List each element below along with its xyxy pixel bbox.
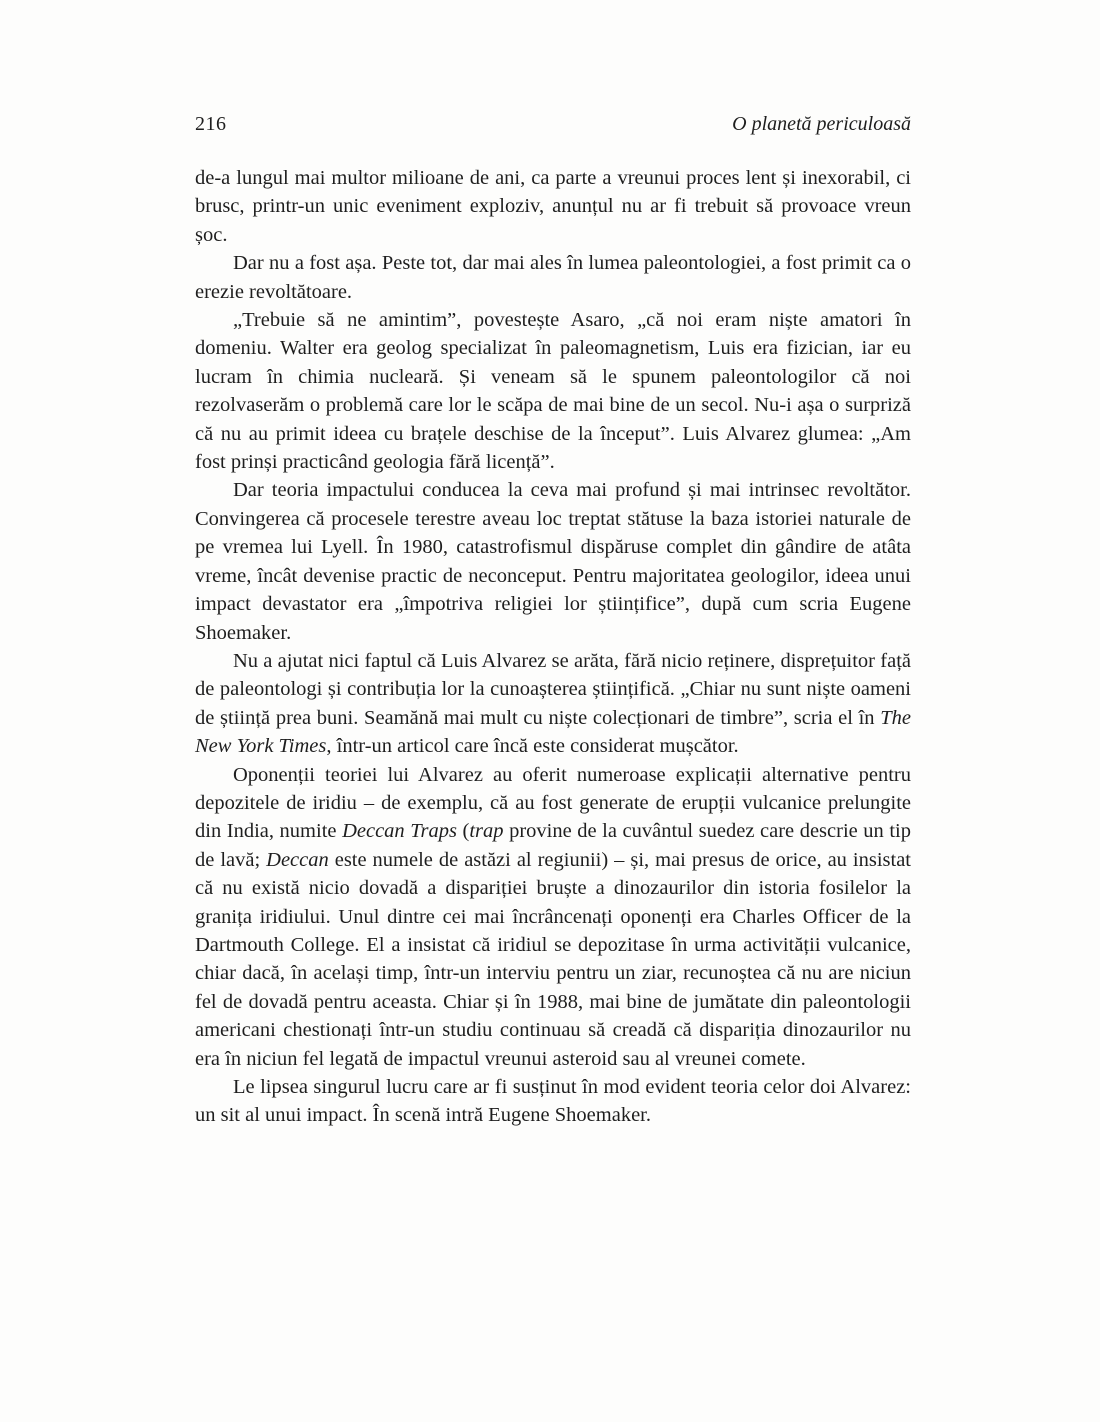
- italic-text-run: Deccan Traps: [342, 820, 457, 843]
- italic-text-run: The New York Times: [195, 706, 911, 758]
- page-number: 216: [195, 113, 227, 135]
- paragraph: [195, 476, 911, 646]
- text-run: , într-un articol care încă este considerat mușcător.: [326, 735, 739, 758]
- text-run: Dar teoria impactului conducea la ceva mai profund și mai intrinsec revoltător. Convingerea că procesele terestre aveau loc treptat stătuse la baza istoriei naturale de pe vremea lui Lyell. În 1980, catastrofismul dispăruse complet din gândire de atâta vreme, încât devenise practic de neconceput. Pentru majoritatea geologilor, ideea unui impact devastator era „împotriva religiei lor științifice”, după cum scria Eugene Shoemaker.: [195, 479, 911, 644]
- italic-text-run: trap: [469, 820, 504, 843]
- text-run: este numele de astăzi al regiunii) – și, mai presus de orice, au insistat că nu există nicio dovadă a dispariției bruște a dinozaurilor din istoria fosilelor la granița iridiului. Unul dintre cei mai încrâncenați oponenți era Charles Officer de la Dartmouth College. El a insistat că iridiul se depozitase în urma activității vulcanice, chiar dacă, în același timp, într-un interviu pentru un ziar, recunoștea că nu are niciun fel de dovadă pentru aceasta. Chiar și în 1988, mai bine de jumătate din paleontologii americani chestionați într-un studiu continuau să creadă că dispariția dinozaurilor nu era în niciun fel legată de impactul vreunui asteroid sau al vreunei comete.: [195, 848, 911, 1070]
- paragraph: [195, 761, 911, 1073]
- page-body: [195, 164, 911, 1130]
- paragraph: [195, 306, 911, 476]
- paragraph: [195, 1073, 911, 1130]
- text-run: provine de la cuvântul suedez care descrie un tip de lavă;: [195, 820, 911, 871]
- text-run: Oponenții teoriei lui Alvarez au oferit numeroase explicații alternative pentru depozitele de iridiu – de exemplu, că au fost generate de erupții vulcanice prelungite din India, numite: [195, 763, 911, 843]
- paragraph: [195, 164, 911, 249]
- text-run: (: [456, 820, 470, 843]
- page-header: [195, 112, 911, 136]
- italic-text-run: Deccan: [266, 848, 329, 871]
- paragraph: [195, 647, 911, 761]
- text-run: Le lipsea singurul lucru care ar fi susținut în mod evident teoria celor doi Alvarez: un sit al unui impact. În scenă intră Eugene Shoemaker.: [195, 1076, 911, 1127]
- text-run: „Trebuie să ne amintim”, povestește Asaro, „că noi eram niște amatori în domeniu. Walter era geolog specializat în paleomagnetism, Luis era fizician, iar eu lucram în chimia nucleară. Și veneam să le spunem paleontologilor că noi rezolvaserăm o problemă care lor le scăpa de mai bine de un secol. Nu-i așa o surpriză că nu au primit ideea cu brațele deschise de la început”. Luis Alvarez glumea: „Am fost prinși practicând geologia fără licență”.: [195, 309, 911, 474]
- running-title: O planetă periculoasă: [732, 113, 911, 135]
- text-run: de-a lungul mai multor milioane de ani, ca parte a vreunui proces lent și inexorabil, ci brusc, printr-un unic eveniment exploziv, anunțul nu ar fi trebuit să provoace vreun șoc.: [195, 167, 911, 246]
- paragraph: [195, 249, 911, 306]
- text-run: Dar nu a fost așa. Peste tot, dar mai ales în lumea paleontologiei, a fost primit ca o erezie revoltătoare.: [195, 252, 911, 303]
- text-run: Nu a ajutat nici faptul că Luis Alvarez se arăta, fără nicio reținere, disprețuitor față de paleontologi și contribuția lor la cunoașterea științifică. „Chiar nu sunt niște oameni de știință prea buni. Seamănă mai mult cu niște colecționari de timbre”, scria el în: [195, 649, 911, 729]
